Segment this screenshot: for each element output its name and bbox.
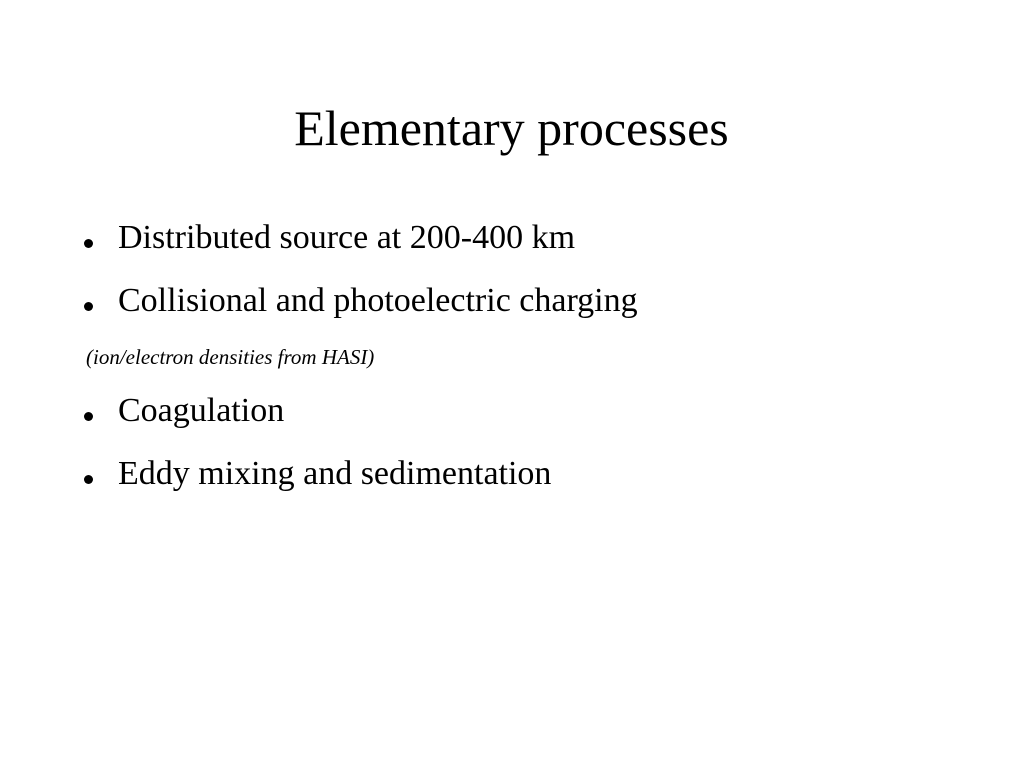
bullet-icon bbox=[84, 412, 93, 421]
sub-note: (ion/electron densities from HASI) bbox=[86, 345, 375, 369]
bullet-text: Distributed source at 200-400 km bbox=[118, 219, 576, 256]
bullet-icon bbox=[84, 302, 93, 311]
slide-title: Elementary processes bbox=[294, 100, 729, 156]
bullet-text: Collisional and photoelectric charging bbox=[118, 282, 638, 319]
bullet-item bbox=[84, 452, 551, 496]
bullet-item bbox=[84, 389, 284, 433]
bullet-item bbox=[84, 216, 575, 260]
bullet-icon bbox=[84, 239, 93, 248]
bullet-text: Eddy mixing and sedimentation bbox=[118, 455, 552, 492]
bullet-icon bbox=[84, 475, 93, 484]
bullet-item bbox=[84, 279, 638, 323]
bullet-text: Coagulation bbox=[118, 392, 285, 429]
